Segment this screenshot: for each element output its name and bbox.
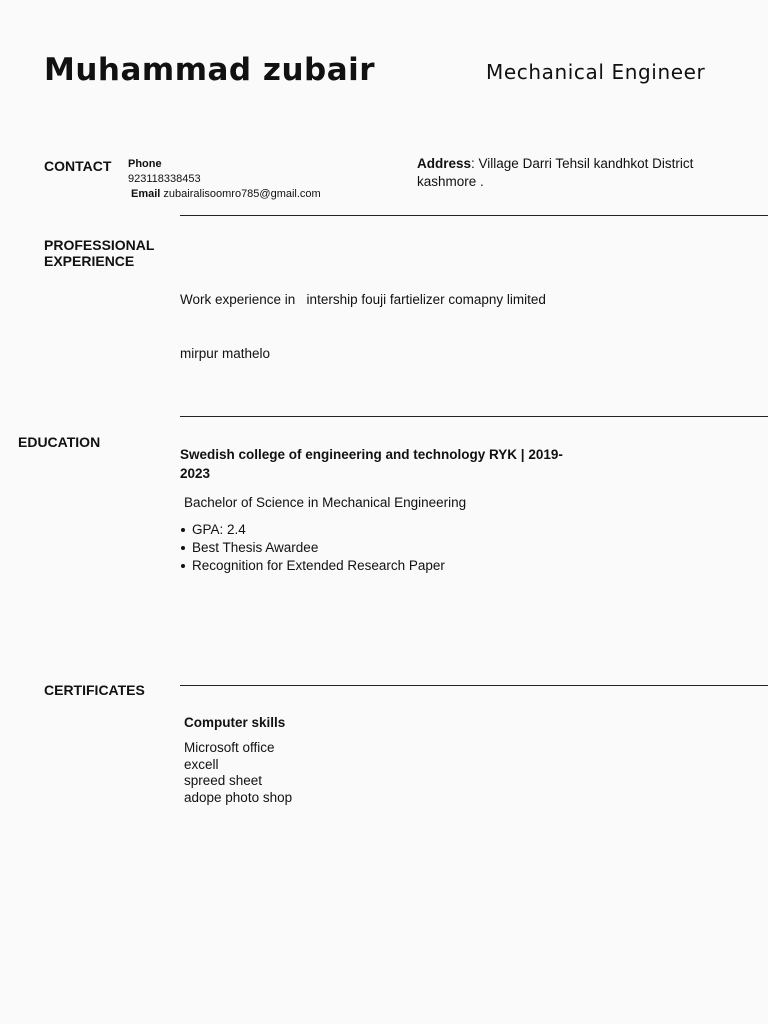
- certificates-heading: CERTIFICATES: [44, 682, 145, 698]
- contact-details: [128, 157, 321, 202]
- divider-experience: [180, 416, 768, 417]
- address-label: Address: [417, 156, 472, 171]
- address-block: [417, 155, 717, 191]
- degree: Bachelor of Science in Mechanical Engineering: [184, 495, 467, 510]
- resume-name: Muhammad zubair: [44, 52, 376, 88]
- skills-list: [184, 740, 292, 806]
- experience-text: [180, 255, 546, 381]
- list-item: GPA: 2.4: [192, 521, 445, 539]
- experience-heading-line1: PROFESSIONAL: [44, 237, 155, 253]
- education-bullets: [180, 521, 445, 575]
- education-heading: EDUCATION: [18, 434, 101, 450]
- list-item: Best Thesis Awardee: [192, 539, 445, 557]
- list-item: Recognition for Extended Research Paper: [192, 558, 445, 573]
- list-item: excell: [184, 756, 219, 772]
- experience-text-line1: Work experience in intership fouji fartielizer comapny limited: [180, 292, 546, 307]
- address-value: : Village Darri Tehsil kandhkot District kashmore .: [417, 156, 694, 189]
- email-label: Email: [131, 188, 161, 200]
- email-row: [128, 187, 321, 202]
- school-line1: Swedish college of engineering and technology RYK | 2019-: [180, 447, 563, 462]
- experience-heading: [44, 237, 154, 269]
- experience-heading-line2: EXPERIENCE: [44, 253, 135, 269]
- certificates-subheading: Computer skills: [184, 715, 286, 730]
- email-value: zubairalisoomro785@gmail.com: [163, 188, 321, 200]
- list-item: spreed sheet: [184, 773, 263, 788]
- job-title: Mechanical Engineer: [486, 60, 706, 84]
- divider-contact: [180, 215, 768, 216]
- list-item: adope photo shop: [184, 789, 293, 805]
- school-name: [180, 445, 563, 483]
- phone-label: Phone: [128, 158, 162, 170]
- experience-text-line2: mirpur mathelo: [180, 346, 271, 361]
- divider-education: [180, 685, 768, 686]
- list-item: Microsoft office: [184, 740, 275, 755]
- phone-value: 923118338453: [128, 173, 201, 185]
- contact-heading: CONTACT: [44, 158, 112, 174]
- school-line2: 2023: [180, 466, 211, 481]
